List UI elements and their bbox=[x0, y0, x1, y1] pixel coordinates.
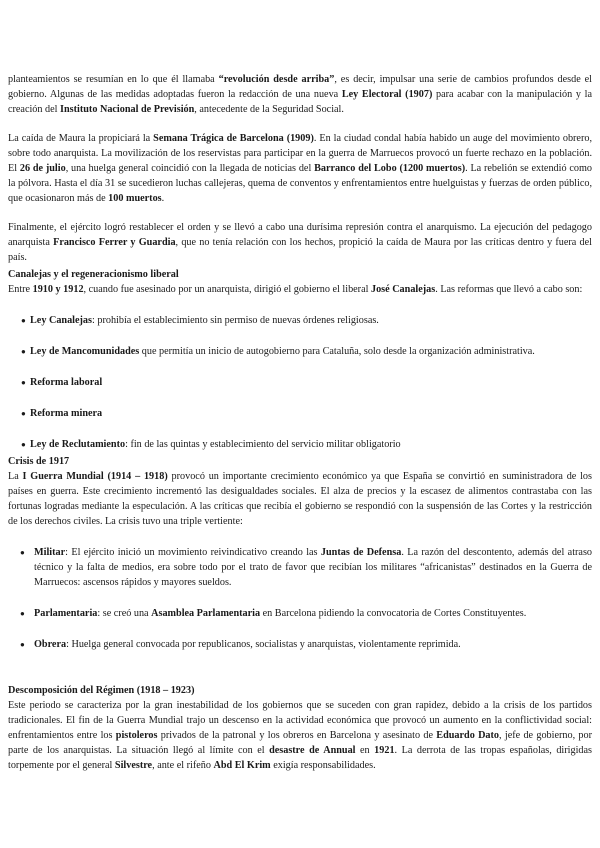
text: , ante el rifeño bbox=[152, 760, 214, 771]
paragraph-semana-tragica bbox=[8, 131, 592, 206]
paragraph-crisis-1917 bbox=[8, 469, 592, 529]
text: , antecedente de la Seguridad Social. bbox=[194, 104, 344, 115]
text: . La razón del descontento, además del atraso técnico y la falta de medios, era sobre todo por el trato de favor que recibían los militares “africanistas” destinados en la Guerra de Marruecos: ascensos rápidos y mayores sueldos. bbox=[34, 547, 592, 588]
text: La bbox=[8, 471, 23, 482]
bold-term: Ley Electoral (1907) bbox=[341, 89, 433, 100]
bold-term: 26 de julio bbox=[19, 163, 66, 174]
bold-term: 1921 bbox=[374, 745, 395, 756]
bold-term: Ley de Reclutamiento bbox=[30, 439, 126, 450]
text: , jefe de gobierno, por parte de los anarquistas. La situación llegó al límite con el bbox=[8, 730, 592, 756]
text: . bbox=[161, 193, 165, 204]
text: exigía responsabilidades. bbox=[270, 760, 376, 771]
section-title-canalejas: Canalejas y el regeneracionismo liberal bbox=[8, 269, 179, 280]
bold-term: Ley Canalejas bbox=[30, 315, 92, 326]
list-item bbox=[8, 406, 592, 421]
text: en Barcelona pidiendo la convocatoria de Cortes Constituyentes. bbox=[260, 608, 527, 619]
text: , una huelga general coincidió con la llegada de noticias del bbox=[65, 163, 315, 174]
bold-term: Barranco del Lobo (1200 muertos) bbox=[314, 163, 466, 174]
text: que permitía un inicio de autogobierno para Cataluña, solo desde la organización administrativa. bbox=[139, 346, 535, 357]
text: : Huelga general convocada por republicanos, socialistas y anarquistas, violentamente reprimida. bbox=[66, 639, 461, 650]
text: Entre bbox=[8, 284, 33, 295]
bold-term: Parlamentaria bbox=[34, 608, 98, 619]
bold-term: Eduardo Dato bbox=[436, 730, 500, 741]
bold-term: I Guerra Mundial (1914 – 1918) bbox=[22, 471, 168, 482]
section-title-crisis-1917: Crisis de 1917 bbox=[8, 456, 70, 467]
text: . La derrota de las tropas españolas, dirigidas torpemente por el general bbox=[8, 745, 592, 771]
text: , es decir, impulsar una serie de cambios profundos desde el gobierno. Algunas de las medidas adoptadas fueron la redacción de una nueva bbox=[8, 74, 592, 100]
bold-term: Obrera bbox=[34, 639, 67, 650]
text: : El ejército inició un movimiento reivindicativo creando las bbox=[65, 547, 321, 558]
bold-term: Ley de Mancomunidades bbox=[30, 346, 140, 357]
text: , que no tenía relación con los hechos, propició la caída de Maura por las críticas dentro y fuera del país. bbox=[8, 237, 592, 263]
text: provocó un importante crecimiento económico ya que España se convirtió en suministradora de los países en guerra. Este crecimiento incrementó las desigualdades sociales. El alza de precios y la escasez de alimentos contrastaba con las fortunas logradas mediante la especulación. A las críticas que recibía el gobierno se respondió con la suspensión de las Cortes y la restricción de los derechos civiles. La crisis tuvo una triple vertiente: bbox=[8, 471, 592, 527]
document-page bbox=[8, 72, 592, 773]
bold-term: Asamblea Parlamentaria bbox=[151, 608, 261, 619]
bold-term: José Canalejas bbox=[370, 284, 436, 295]
bold-term: Instituto Nacional de Previsión bbox=[60, 104, 195, 115]
list-item bbox=[8, 375, 592, 390]
list-item bbox=[8, 606, 592, 621]
bold-term: Reforma minera bbox=[30, 408, 103, 419]
bold-term: Abd El Krim bbox=[213, 760, 271, 771]
bold-term: pistoleros bbox=[115, 730, 158, 741]
paragraph-canalejas-intro bbox=[8, 282, 592, 297]
text: . Las reformas que llevó a cabo son: bbox=[435, 284, 583, 295]
section-title-descomposicion: Descomposición del Régimen (1918 – 1923) bbox=[8, 685, 195, 696]
list-item bbox=[8, 637, 592, 652]
text: Finalmente, el ejército logró restablecer el orden y se llevó a cabo una durísima represión contra el anarquismo. La ejecución del pedagogo anarquista bbox=[8, 222, 592, 248]
bold-term: desastre de Annual bbox=[269, 745, 356, 756]
bold-term: Semana Trágica de Barcelona (1909) bbox=[153, 133, 314, 144]
bold-term: Militar bbox=[34, 547, 66, 558]
list-item bbox=[8, 344, 592, 359]
bold-term: 100 muertos bbox=[108, 193, 162, 204]
text: . La rebelión se extendió como la pólvora. Hasta el día 31 se sucedieron luchas callejeras, quema de conventos y enfrentamientos entre huelguistas y fuerzas de orden público, que ocasionaron más de bbox=[8, 163, 592, 204]
bold-term: Reforma laboral bbox=[30, 377, 103, 388]
text: La caída de Maura la propiciará la bbox=[8, 133, 154, 144]
text: : fin de las quintas y establecimiento del servicio militar obligatorio bbox=[125, 439, 401, 450]
bold-term: Francisco Ferrer y Guardia bbox=[53, 237, 176, 248]
bold-term: Juntas de Defensa bbox=[320, 547, 402, 558]
bold-term: “revolución desde arriba” bbox=[218, 74, 335, 85]
paragraph-ferrer bbox=[8, 220, 592, 265]
text: Este periodo se caracteriza por la gran inestabilidad de los gobiernos que se suceden con gran rapidez, debido a la crisis de los partidos tradicionales. El fin de la Guerra Mundial trajo un descenso en la actividad económica que provocó un aumento en la conflictividad social: enfrentamientos entre los bbox=[8, 700, 592, 741]
list-item bbox=[8, 437, 592, 452]
text: privados de la patronal y los obreros en Barcelona y asesinato de bbox=[157, 730, 437, 741]
text: . En la ciudad condal había habido un auge del movimiento obrero, sobre todo anarquista. La movilización de los reservistas para participar en la guerra de Marruecos provocó un fuerte rechazo en la población. El bbox=[8, 133, 592, 174]
bold-term: Silvestre bbox=[114, 760, 153, 771]
text: , cuando fue asesinado por un anarquista, dirigió el gobierno el liberal bbox=[83, 284, 371, 295]
bold-term: 1910 y 1912 bbox=[32, 284, 84, 295]
text: planteamientos se resumían en lo que él llamaba bbox=[8, 74, 219, 85]
paragraph-maura-reforms bbox=[8, 72, 592, 117]
list-item bbox=[8, 313, 592, 328]
paragraph-descomposicion bbox=[8, 698, 592, 773]
text: : se creó una bbox=[97, 608, 152, 619]
text: : prohibía el establecimiento sin permiso de nuevas órdenes religiosas. bbox=[91, 315, 379, 326]
list-item bbox=[8, 545, 592, 590]
text: para acabar con la manipulación y la creación del bbox=[8, 89, 593, 115]
text: en bbox=[355, 745, 375, 756]
